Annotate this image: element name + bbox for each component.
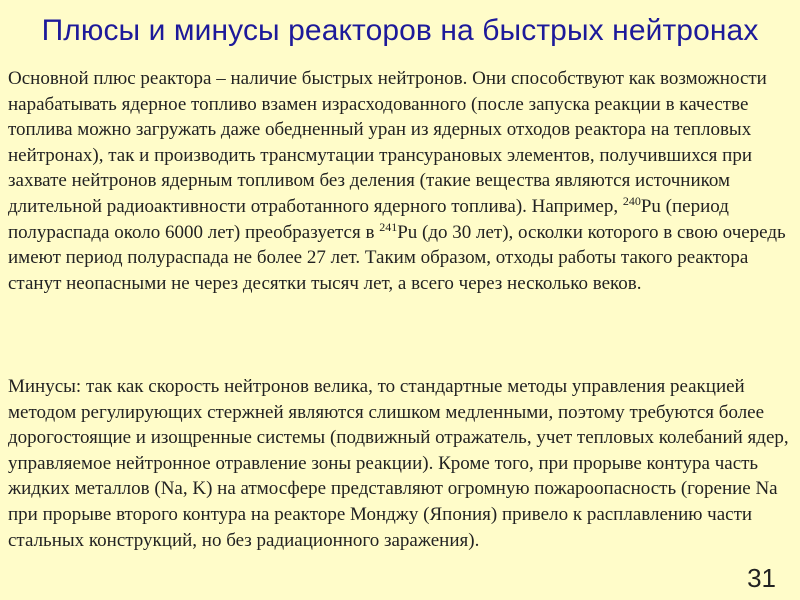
- slide-title: Плюсы и минусы реакторов на быстрых нейтронах: [41, 14, 759, 47]
- page-number: 31: [747, 563, 776, 593]
- isotope-mass-number: 241: [379, 219, 398, 234]
- isotope-symbol: Pu: [640, 195, 661, 217]
- pros-paragraph: [8, 66, 796, 296]
- pros-text-part3: (до 30 лет), осколки которого в свою очередь имеют период полураспада не более 27 лет. Таким образом, отходы работы такого реактора станут неопасными не через десятки тысяч лет, а всего через несколько веков.: [8, 221, 786, 294]
- cons-paragraph: Минусы: так как скорость нейтронов велика, то стандартные методы управления реакцией методом регулирующих стержней являются слишком медленными, поэтому требуются более дорогостоящие и изощренные системы (подвижный отражатель, учет тепловых колебаний ядер, управляемое нейтронное отравление зоны реакции). Кроме того, при прорыве контура часть жидких металлов (Na, K) на атмосфере представляют огромную пожароопасность (горение Na при прорыве второго контура на реакторе Монджу (Япония) привело к расплавлению части стальных конструкций, но без радиационного заражения).: [8, 376, 789, 551]
- isotope-symbol: Pu: [397, 221, 418, 243]
- pros-text-part2: (период полураспада около 6000 лет) преобразуется в: [8, 195, 729, 243]
- isotope-mass-number: 240: [622, 193, 641, 208]
- pros-text-part1: Основной плюс реактора – наличие быстрых нейтронов. Они способствуют как возможности нарабатывать ядерное топливо взамен израсходованного (после запуска реакции в качестве топлива можно загружать даже обедненный уран из ядерных отходов реактора на тепловых нейтронах), так и производить трансмутации трансурановых элементов, получившихся при захвате нейтронов ядерным топливом без деления (такие вещества являются источником длительной радиоактивности отработанного ядерного топлива). Например,: [8, 68, 767, 217]
